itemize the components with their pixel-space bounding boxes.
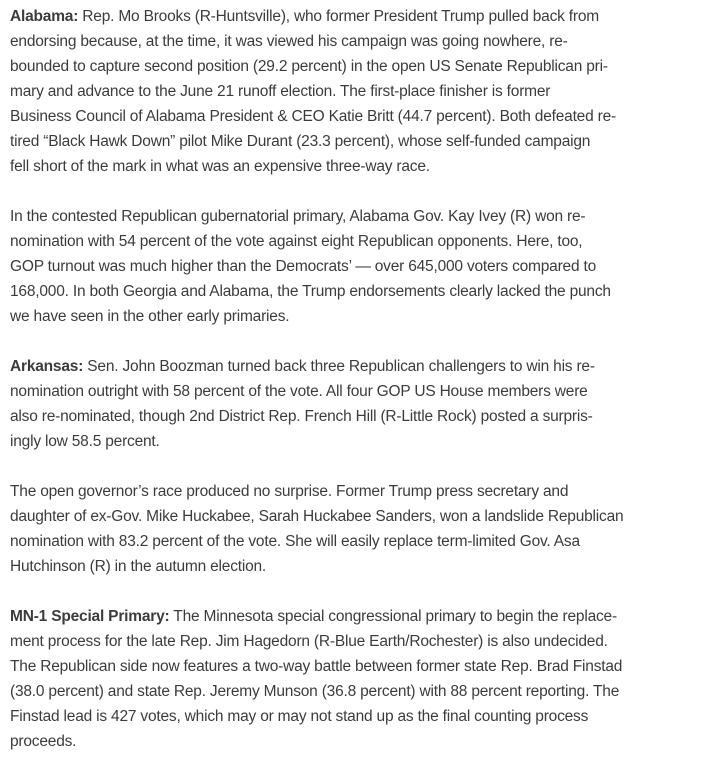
text-line: we have seen in the other early primaries. [10, 308, 290, 325]
text-line-content: Sen. John Boozman turned back three Republican challengers to win his re- [83, 358, 595, 375]
paragraph-arkansas-governor [10, 479, 695, 579]
text-line: Hutchinson (R) in the autumn election. [10, 558, 267, 575]
paragraph-arkansas [10, 354, 695, 454]
text-line: Finstad lead is 427 votes, which may or may not stand up as the final counting process [10, 708, 589, 725]
text-line: Business Council of Alabama President & CEO Katie Britt (44.7 percent). Both defeated re- [10, 108, 616, 125]
text-line: ingly low 58.5 percent. [10, 433, 160, 450]
paragraph-alabama-governor [10, 204, 695, 329]
text-line: GOP turnout was much higher than the Democrats’ — over 645,000 voters compared to [10, 258, 597, 275]
text-line: (38.0 percent) and state Rep. Jeremy Munson (36.8 percent) with 88 percent reporting. The [10, 683, 620, 700]
text-line: mary and advance to the June 21 runoff election. The first-place finisher is former [10, 83, 551, 100]
paragraph-lead: MN-1 Special Primary: [10, 608, 170, 625]
text-line: nomination with 83.2 percent of the vote. She will easily replace term-limited Gov. Asa [10, 533, 580, 550]
text-line: also re-nominated, though 2nd District Rep. French Hill (R-Little Rock) posted a surpris- [10, 408, 593, 425]
text-line: fell short of the mark in what was an expensive three-way race. [10, 158, 430, 175]
paragraph-alabama [10, 4, 695, 179]
text-line: The Republican side now features a two-way battle between former state Rep. Brad Finstad [10, 658, 623, 675]
text-line: tired “Black Hawk Down” pilot Mike Durant (23.3 percent), whose self-funded campaign [10, 133, 591, 150]
text-line [10, 4, 695, 29]
paragraph-lead: Arkansas: [10, 358, 84, 375]
text-line: nomination with 54 percent of the vote against eight Republican opponents. Here, too, [10, 233, 583, 250]
text-line-content: Rep. Mo Brooks (R-Huntsville), who former President Trump pulled back from [78, 8, 599, 25]
text-line: bounded to capture second position (29.2 percent) in the open US Senate Republican pri- [10, 58, 608, 75]
text-line: proceeds. [10, 733, 77, 750]
text-line [10, 354, 695, 379]
paragraph-lead: Alabama: [10, 8, 79, 25]
text-line: In the contested Republican gubernatorial primary, Alabama Gov. Kay Ivey (R) won re- [10, 208, 586, 225]
text-line: The open governor’s race produced no surprise. Former Trump press secretary and [10, 483, 569, 500]
text-line [10, 604, 695, 629]
text-line-content: The Minnesota special congressional primary to begin the replace- [169, 608, 617, 625]
paragraph-mn1-special-primary [10, 604, 695, 754]
text-line: nomination outright with 58 percent of the vote. All four GOP US House members were [10, 383, 588, 400]
text-line: endorsing because, at the time, it was viewed his campaign was going nowhere, re- [10, 33, 568, 50]
text-line: ment process for the late Rep. Jim Hagedorn (R-Blue Earth/Rochester) is also undecided. [10, 633, 608, 650]
text-line: 168,000. In both Georgia and Alabama, the Trump endorsements clearly lacked the punch [10, 283, 611, 300]
text-line: daughter of ex-Gov. Mike Huckabee, Sarah Huckabee Sanders, won a landslide Republican [10, 508, 624, 525]
